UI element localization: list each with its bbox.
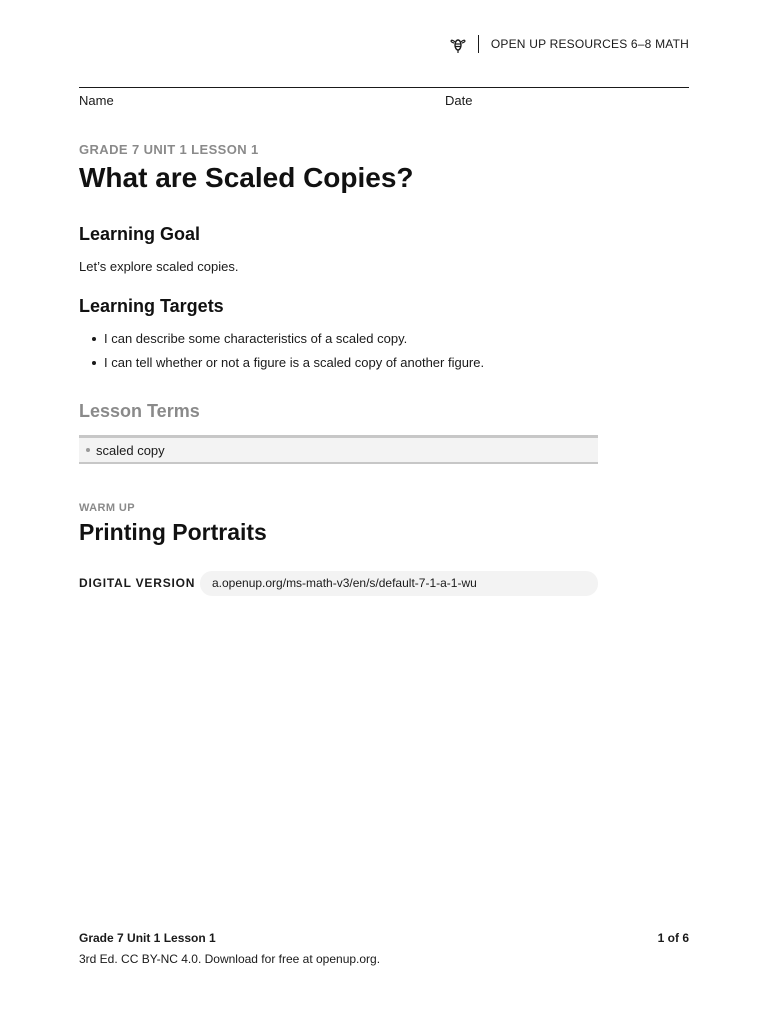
learning-target-item (79, 331, 484, 355)
bullet-icon (92, 361, 96, 365)
brand-header (448, 34, 689, 54)
learning-goal-heading: Learning Goal (79, 224, 201, 244)
digital-version-link[interactable]: a.openup.org/ms-math-v3/en/s/default-7-1-a-1-wu (200, 571, 598, 596)
warmup-title: Printing Portraits (79, 519, 267, 545)
learning-goal-text: Let’s explore scaled copies. (79, 259, 239, 274)
learning-target-item (79, 355, 484, 379)
name-label: Name (79, 93, 114, 108)
bullet-icon (92, 337, 96, 341)
footer-license: 3rd Ed. CC BY-NC 4.0. Download for free at openup.org. (79, 952, 381, 966)
lesson-eyebrow: GRADE 7 UNIT 1 LESSON 1 (79, 142, 259, 157)
bee-logo-icon (448, 34, 468, 54)
brand-text: OPEN UP RESOURCES 6–8 MATH (490, 37, 689, 51)
learning-target-text: I can tell whether or not a figure is a scaled copy of another figure. (104, 355, 485, 370)
name-date-rule (79, 87, 689, 88)
lesson-terms-box (79, 435, 598, 464)
date-label: Date (445, 93, 473, 108)
lesson-term: scaled copy (96, 442, 165, 458)
lesson-terms-heading: Lesson Terms (79, 401, 200, 421)
lesson-title: What are Scaled Copies? (79, 162, 414, 193)
footer-lesson-label: Grade 7 Unit 1 Lesson 1 (79, 931, 216, 945)
footer-page-number: 1 of 6 (657, 931, 689, 945)
learning-targets-list (79, 331, 484, 379)
bullet-icon (86, 448, 90, 452)
learning-targets-heading: Learning Targets (79, 296, 224, 316)
warmup-eyebrow: WARM UP (79, 502, 135, 514)
brand-divider (478, 35, 479, 53)
digital-version-label: DIGITAL VERSION (79, 576, 196, 590)
learning-target-text: I can describe some characteristics of a scaled copy. (104, 331, 408, 346)
worksheet-page (79, 0, 689, 1024)
